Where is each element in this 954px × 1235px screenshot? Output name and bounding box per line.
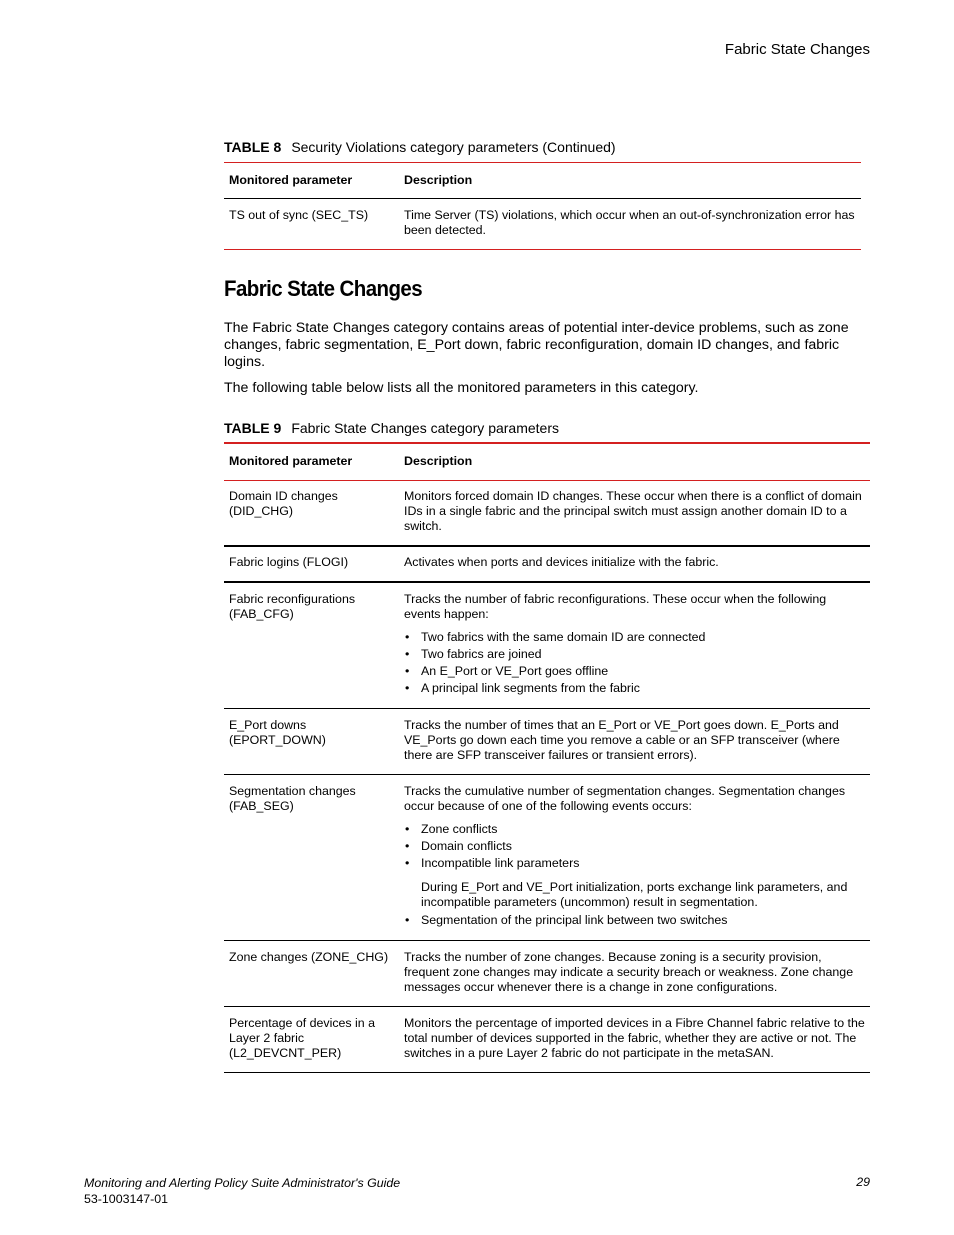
footer-left (84, 1175, 400, 1207)
param-cell: E_Port downs (EPORT_DOWN) (229, 718, 326, 747)
guide-title: Monitoring and Alerting Policy Suite Administrator's Guide (84, 1176, 401, 1190)
list-item: • Two fabrics with the same domain ID are connected (404, 630, 865, 645)
table8-col-desc: Description (399, 163, 861, 199)
list-item: • Domain conflicts (404, 839, 865, 854)
desc-cell (399, 582, 870, 709)
desc-cell: Tracks the number of times that an E_Port or VE_Port goes down. E_Ports and VE_Ports go down each time you remove a cable or an SFP transceiver (where there are SFP transceiver failures or transient errors). (404, 718, 840, 762)
desc-text: Tracks the cumulative number of segmentation changes. Segmentation changes occur because of one of the following events occurs: (404, 784, 846, 813)
param-cell: Fabric logins (FLOGI) (229, 555, 349, 569)
page-number: 29 (856, 1175, 870, 1189)
table8 (224, 162, 861, 250)
desc-text: Tracks the number of fabric reconfigurations. These occur when the following events happen: (404, 592, 827, 621)
param-cell: Fabric reconfigurations (FAB_CFG) (229, 592, 356, 621)
table9-caption (224, 420, 559, 436)
param-cell: Segmentation changes (FAB_SEG) (229, 784, 356, 813)
list-item: • A principal link segments from the fabric (404, 681, 865, 696)
table-row (224, 199, 861, 250)
table9-col-desc: Description (399, 443, 870, 481)
param-cell: TS out of sync (SEC_TS) (229, 208, 369, 222)
list-item: • An E_Port or VE_Port goes offline (404, 664, 865, 679)
bullet-list (404, 822, 865, 871)
table8-col-param: Monitored parameter (224, 163, 399, 199)
desc-cell (399, 775, 870, 941)
table-row (224, 582, 870, 709)
desc-cell: Monitors forced domain ID changes. These occur when there is a conflict of domain IDs in a single fabric and the principal switch must assign another domain ID to a switch. (404, 489, 862, 533)
table8-caption (224, 139, 616, 155)
running-header: Fabric State Changes (724, 41, 870, 58)
list-item: • Zone conflicts (404, 822, 865, 837)
list-item: • Incompatible link parameters (404, 856, 865, 871)
table8-title: Security Violations category parameters (Continued) (291, 139, 616, 155)
table-intro-paragraph: The following table below lists all the monitored parameters in this category. (224, 380, 699, 396)
table-row (224, 941, 870, 1007)
desc-cell: Activates when ports and devices initialize with the fabric. (404, 555, 719, 569)
desc-cell: Monitors the percentage of imported devices in a Fibre Channel fabric relative to the total number of devices supported in the fabric, whether they are active or not. The switches in a pure Layer 2 fabric do not participate in the metaSAN. (404, 1016, 865, 1060)
table9-header-row (224, 443, 870, 481)
table-row (224, 546, 870, 582)
table-row (224, 709, 870, 775)
list-item: • Segmentation of the principal link between two switches (404, 913, 865, 928)
table8-label: TABLE 8 (224, 139, 282, 155)
desc-cell: Tracks the number of zone changes. Because zoning is a security provision, frequent zone changes may indicate a security breach or weakness. Zone change messages occur whenever there is a change in zone configurations. (404, 950, 854, 994)
table9-col-param: Monitored parameter (224, 443, 399, 481)
section-title: Fabric State Changes (224, 276, 423, 301)
param-cell: Zone changes (ZONE_CHG) (229, 950, 389, 964)
bullet-note: During E_Port and VE_Port initialization, ports exchange link parameters, and incompatible parameters (uncommon) result in segmentation. (421, 880, 848, 909)
bullet-list (404, 913, 865, 928)
doc-number: 53-1003147-01 (84, 1192, 169, 1206)
table9-label: TABLE 9 (224, 420, 282, 436)
table9 (224, 442, 870, 1073)
bullet-list (404, 630, 865, 696)
param-cell: Domain ID changes (DID_CHG) (229, 489, 338, 518)
table-row (224, 481, 870, 547)
param-cell: Percentage of devices in a Layer 2 fabric (L2_DEVCNT_PER) (229, 1016, 376, 1060)
table8-header-row (224, 163, 861, 199)
desc-cell: Time Server (TS) violations, which occur when an out-of-synchronization error has been detected. (404, 208, 855, 237)
table9-title: Fabric State Changes category parameters (291, 420, 560, 436)
table-row (224, 775, 870, 941)
intro-paragraph: The Fabric State Changes category contains areas of potential inter-device problems, such as zone changes, fabric segmentation, E_Port down, fabric reconfiguration, domain ID changes, and fabric logins. (224, 320, 849, 370)
list-item: • Two fabrics are joined (404, 647, 865, 662)
table-row (224, 1007, 870, 1073)
